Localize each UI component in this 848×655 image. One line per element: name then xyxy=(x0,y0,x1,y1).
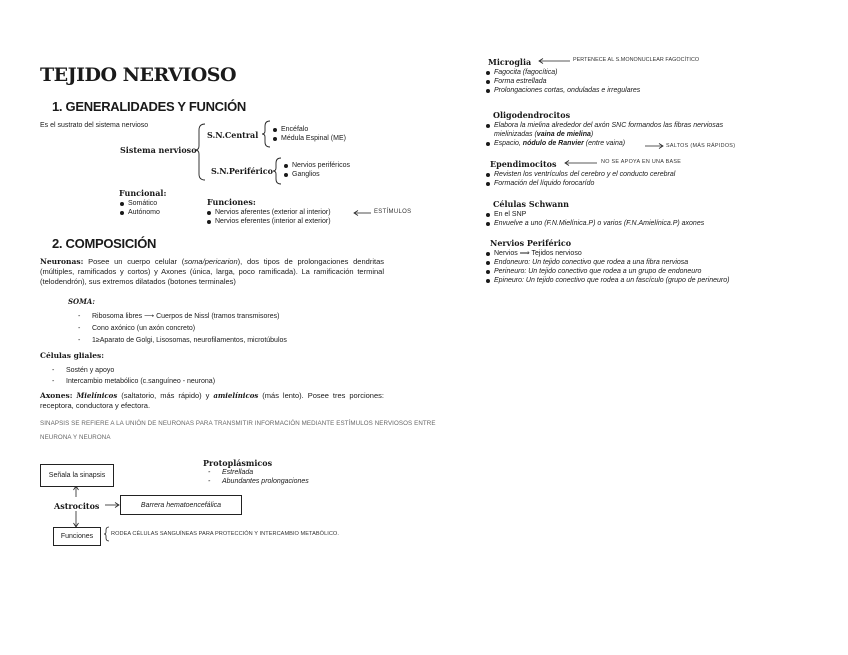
neuronas-label: Neuronas: xyxy=(40,257,84,266)
astrocitos-label: Astrocitos xyxy=(54,501,100,511)
section-2-heading: 2. COMPOSICIÓN xyxy=(52,236,157,251)
list-item: - Estrellada xyxy=(208,468,309,477)
gliales-label: Células gliales: xyxy=(40,351,104,360)
axones-label: Axones: xyxy=(40,391,73,400)
soma-label: SOMA: xyxy=(68,297,95,306)
list-item: - Ribosoma libres ⟶ Cuerpos de Nissl (tramos transmisores) xyxy=(78,311,287,323)
list-item: Epineuro: Un tejido conectivo que rodea a un fascículo (grupo de perineuro) xyxy=(485,276,729,285)
list-item: Endoneuro: Un tejido conectivo que rodea a una fibra nerviosa xyxy=(485,258,729,267)
axones-amielinicos: amielínicos xyxy=(213,391,259,400)
list-item: Fagocita (fagocítica) xyxy=(485,68,640,77)
funciones-label: Funciones: xyxy=(207,197,256,207)
list-item: Nervios ⟹ Tejidos nervioso xyxy=(485,249,729,258)
axones-mielinicos: Mielínicos xyxy=(76,391,118,400)
neuronas-paragraph xyxy=(40,257,384,287)
list-item: Nervios eferentes (interior al exterior) xyxy=(206,217,331,226)
funciones-note: RODEA CÉLULAS SANGUÍNEAS PARA PROTECCIÓN Y INTERCAMBIO METABÓLICO. xyxy=(111,531,339,537)
microglia-list xyxy=(485,68,640,95)
list-item: - Cono axónico (un axón concreto) xyxy=(78,323,287,335)
intro-text: Es el sustrato del sistema nervioso xyxy=(40,122,149,129)
periferico-list xyxy=(283,161,350,179)
list-item: - Sostén y apoyo xyxy=(52,365,215,376)
funcional-list xyxy=(119,199,160,217)
list-item: Formación del líquido forocarído xyxy=(485,179,675,188)
list-item: Perineuro: Un tejido conectivo que rodea a un grupo de endoneuro xyxy=(485,267,729,276)
nervios-list xyxy=(485,249,729,285)
page-title: TEJIDO NERVIOSO xyxy=(40,64,237,86)
vaina-mielina: vaina de mielina xyxy=(536,131,591,138)
list-item: Prolongaciones cortas, onduladas e irregulares xyxy=(485,86,640,95)
protoplasmicos-list xyxy=(208,468,309,486)
list-item: Revisten los ventrículos del cerebro y el conducto cerebral xyxy=(485,170,675,179)
list-item xyxy=(485,121,723,139)
list-item: Ganglios xyxy=(283,170,350,179)
funcional-label: Funcional: xyxy=(119,188,167,198)
oligodendrocitos-note: SALTOS (MÁS RÁPIDOS) xyxy=(666,143,736,149)
sinapsis-box: Señala la sinapsis xyxy=(40,464,114,487)
list-item: - 1≥Aparato de Golgi, Lisosomas, neurofilamentos, microtúbulos xyxy=(78,335,287,347)
sn-periferico-label: S.N.Periférico xyxy=(211,166,273,176)
nervios-periferico-label: Nervios Periférico xyxy=(490,238,572,248)
list-item: Somático xyxy=(119,199,160,208)
list-item: Envuelve a uno (F.N.Mielínica.P) o varios (F.N.Amielínica.P) axones xyxy=(485,219,704,228)
sinapsis-note-line-2: NEURONA Y NEURONA xyxy=(40,434,111,441)
section-1-heading: 1. GENERALIDADES Y FUNCIÓN xyxy=(52,99,246,114)
list-item: En el SNP xyxy=(485,210,704,219)
oligodendrocitos-label: Oligodendrocitos xyxy=(493,110,571,120)
barrera-box: Barrera hematoencefálica xyxy=(120,495,242,515)
microglia-note: PERTENECE AL S.MONONUCLEAR FAGOCÍTICO xyxy=(573,57,700,63)
ependimocitos-note: NO SE APOYA EN UNA BASE xyxy=(601,159,682,165)
list-item: - Intercambio metabólico (c.sanguíneo - neurona) xyxy=(52,376,215,387)
oligo-item-text: ) xyxy=(590,131,594,138)
ependimocitos-list xyxy=(485,170,675,188)
oligo-item-text: Elabora la mielina alrededor del axón SNC formandos las fibras nerviosas xyxy=(494,122,724,129)
ependimocitos-label: Ependimocitos xyxy=(490,159,557,169)
estimulos-note: ESTÍMULOS xyxy=(374,209,412,215)
list-item: Nervios aferentes (exterior al interior) xyxy=(206,208,331,217)
axones-paragraph xyxy=(40,391,384,411)
list-item: Encéfalo xyxy=(272,125,346,134)
central-list xyxy=(272,125,346,143)
schwann-list xyxy=(485,210,704,228)
neuronas-italic: soma/pericarion xyxy=(184,257,238,266)
funciones-box: Funciones xyxy=(53,527,101,546)
schwann-label: Células Schwann xyxy=(493,199,569,209)
microglia-label: Microglia xyxy=(488,57,532,67)
oligo-item-text: (entre vaina) xyxy=(583,140,626,147)
neuronas-text-2: ), dos tipos de prolongaciones dendritas (múltiples, ramificados y cortos) y Axones (única, larga, poco ramificada). La ramificación terminal (telodendrón), sus extremos dilatados (botones terminales) xyxy=(40,257,384,286)
neuronas-text: Posee un cuerpo celular ( xyxy=(83,257,185,266)
sinapsis-note-line-1: SINAPSIS SE REFIERE A LA UNIÓN DE NEURONAS PARA TRANSMITIR INFORMACIÓN MEDIANTE ESTÍMULOS NERVIOSOS ENTRE xyxy=(40,420,436,427)
axones-text: (saltatorio, más rápido) y xyxy=(117,391,214,400)
funciones-list xyxy=(206,208,331,226)
axones-text-2: (más lento). Posee tres porciones: receptora, conductora y efectora. xyxy=(40,391,384,410)
oligo-item-text: Espacio, xyxy=(494,140,523,147)
list-item: Forma estrellada xyxy=(485,77,640,86)
list-item: Autónomo xyxy=(119,208,160,217)
sistema-nervioso-label: Sistema nervioso xyxy=(120,145,197,155)
gliales-list xyxy=(52,365,215,387)
list-item: Nervios periféricos xyxy=(283,161,350,170)
oligo-item-text: mielinizadas ( xyxy=(494,131,537,138)
sn-central-label: S.N.Central xyxy=(207,130,259,140)
soma-list xyxy=(78,311,287,347)
nodulo-ranvier: nódulo de Ranvier xyxy=(522,140,584,147)
protoplasmicos-label: Protoplásmicos xyxy=(203,458,273,468)
list-item: - Abundantes prolongaciones xyxy=(208,477,309,486)
list-item: Médula Espinal (ME) xyxy=(272,134,346,143)
